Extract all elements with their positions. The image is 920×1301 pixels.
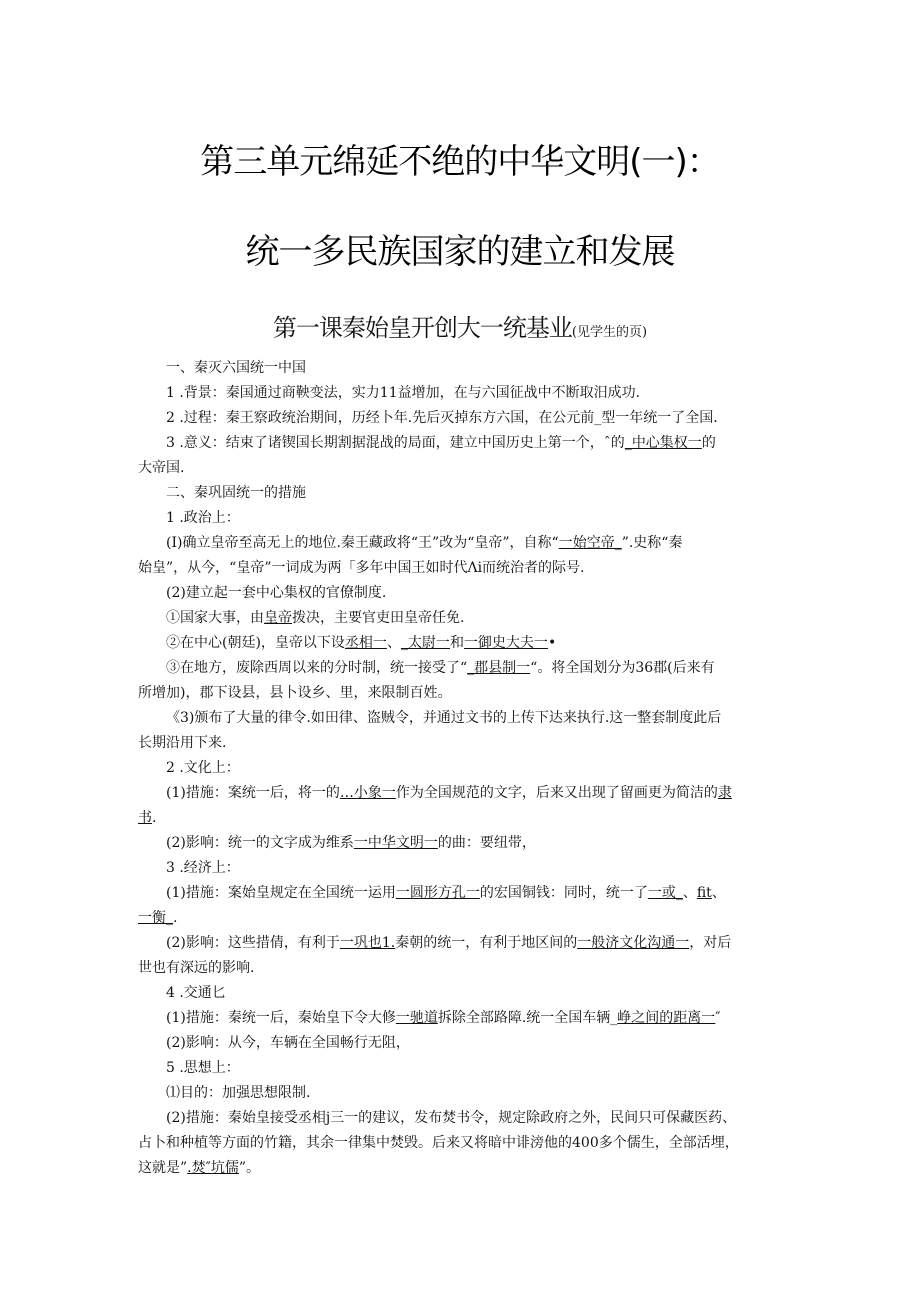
text-segment: ″	[715, 1010, 721, 1026]
text-segment: 一、秦灭六国统一中国	[166, 360, 306, 376]
unit-title: 第三单元绵延不绝的中华文明(一)：	[200, 142, 720, 182]
text-line	[138, 631, 792, 656]
text-segment: 3 .经济上：	[166, 860, 240, 876]
text-line	[138, 856, 792, 881]
text-segment: .	[173, 910, 178, 926]
text-segment: 的	[701, 435, 716, 451]
text-line	[138, 1031, 792, 1056]
text-segment: 长期沿用下来.	[138, 735, 227, 751]
text-line	[138, 681, 792, 706]
answer-blank: fit	[696, 885, 712, 901]
text-segment: ”.史称“秦	[621, 535, 683, 551]
text-segment: 2 .文化上：	[166, 760, 240, 776]
text-segment: 和	[449, 635, 464, 651]
answer-blank: 书	[138, 810, 152, 826]
answer-blank: 峥之间的距离一	[617, 1010, 716, 1026]
answer-blank: 一衡_	[138, 910, 173, 926]
text-segment: 5 .思想上：	[166, 1060, 240, 1076]
text-segment: ”。	[238, 1160, 261, 1176]
answer-blank: 一巩也1.	[339, 935, 396, 951]
lesson-title-text: 第一课秦始皇开创大一统基业	[272, 314, 572, 342]
text-segment: 《3)颁布了大量的律令.如田律、盗贼令，并通过文书的上传下达来执行.这一整套制度此后	[166, 710, 722, 726]
text-line	[138, 431, 792, 456]
text-line	[138, 531, 792, 556]
unit-subtitle: 统一多民族国家的建立和发展	[245, 232, 675, 272]
text-segment: “。将全国划分为36郡(后来有	[530, 660, 715, 676]
text-segment: 、	[386, 635, 401, 651]
answer-blank: 丞相一	[344, 635, 387, 651]
text-segment: 所增加)，郡下设县，县卜设乡、里，来限制百姓。	[138, 685, 452, 701]
text-line	[138, 956, 792, 981]
text-segment: 占卜和种植等方面的竹籍，其余一律集中焚毁。后来又将暗中诽滂他的400多个儒生，全部活埋，	[138, 1135, 739, 1151]
text-segment: 、	[711, 885, 726, 901]
text-line	[138, 756, 792, 781]
text-segment: 世也有深远的影响.	[138, 960, 255, 976]
answer-blank: …小象一	[339, 785, 396, 801]
text-segment: ①国家大事，由	[166, 610, 264, 626]
text-segment: •	[547, 635, 557, 651]
answer-blank: .焚″坑儒	[187, 1160, 239, 1176]
text-line	[138, 931, 792, 956]
text-segment: 秦朝的统一，有利于地区间的	[395, 935, 578, 951]
text-line	[138, 731, 792, 756]
text-segment: 的宏国铜钱：同时，统一了	[479, 885, 648, 901]
answer-blank: _郡县制一	[467, 660, 531, 676]
text-segment: 2 .过程：秦王察政统治期间，历经卜年.先后灭掉东方六国，在公元前_型一年统一了全国.	[166, 410, 718, 426]
text-segment: 作为全国规范的文字，后来又出现了留画更为简洁的	[395, 785, 718, 801]
text-segment: 大帝国.	[138, 460, 185, 476]
text-segment: 的曲：要纽带，	[437, 835, 536, 851]
text-line	[138, 1131, 792, 1156]
answer-blank: 一中华文明一	[353, 835, 438, 851]
text-line	[138, 456, 792, 481]
text-line	[138, 881, 792, 906]
text-line	[138, 581, 792, 606]
text-segment: ②在中心(朝廷)，皇帝以下设	[166, 635, 345, 651]
text-segment: (1)措施：秦统一后，秦始皇下令大修	[166, 1010, 396, 1026]
text-segment: ⑴目的：加强思想限制.	[166, 1085, 311, 1101]
text-line	[138, 406, 792, 431]
text-segment: .	[152, 810, 157, 826]
text-segment: (2)影响：从今，车辆在全国畅行无阻，	[166, 1035, 410, 1051]
text-segment: 3 .意义：结束了诸锲国长期割据混战的局面，建立中国历史上第一个，ˆ的	[166, 435, 625, 451]
text-segment: 拆除全部路障.统一全国车辆_	[437, 1010, 618, 1026]
lesson-body	[138, 356, 792, 1181]
answer-blank: 一御史大夫一	[463, 635, 548, 651]
answer-blank: 皇帝	[264, 610, 292, 626]
text-segment: 这就是”	[138, 1160, 188, 1176]
text-line	[138, 806, 792, 831]
text-line	[138, 606, 792, 631]
text-line	[138, 506, 792, 531]
text-segment: (1)措施：案统一后，将一的	[166, 785, 340, 801]
answer-blank: 一或_	[647, 885, 683, 901]
answer-blank: 一圆形方孔一	[395, 885, 480, 901]
text-line	[138, 381, 792, 406]
text-segment: 1 .政治上：	[166, 510, 240, 526]
text-segment: (1)措施：案始皇规定在全国统一运用	[166, 885, 396, 901]
answer-blank: 隶	[717, 785, 732, 801]
answer-blank: _太尉一	[400, 635, 450, 651]
answer-blank: 一般济文化沟通一	[577, 935, 690, 951]
answer-blank: _中心集权一	[624, 435, 702, 451]
text-segment: 始皇”，从今，“皇帝”一词成为两「多年中国王如时代Λi而统治者的际号.	[138, 560, 585, 576]
text-segment: (2)影响：这些措倩，有利于	[166, 935, 340, 951]
text-line	[138, 1106, 792, 1131]
text-segment: (2)措施：秦始皇接受丞相j三一的建议，发布焚书令，规定除政府之外，民间只可保藏医药、	[166, 1110, 737, 1126]
text-line	[138, 1006, 792, 1031]
text-line	[138, 981, 792, 1006]
text-line	[138, 656, 792, 681]
text-segment: 4 .交通匕	[166, 985, 226, 1001]
answer-blank: 一始空帝_	[558, 535, 622, 551]
lesson-title	[0, 308, 920, 343]
text-segment: (2)建立起一套中心集权的官僚制度.	[166, 585, 387, 601]
text-line	[138, 1056, 792, 1081]
text-line	[138, 781, 792, 806]
text-segment: 拨决，主要官吏田皇帝任免.	[292, 610, 465, 626]
text-segment: 二、秦巩固统一的措施	[166, 485, 306, 501]
text-line	[138, 1081, 792, 1106]
text-line	[138, 831, 792, 856]
text-line	[138, 1156, 792, 1181]
text-segment: (2)影响：统一的文字成为维系	[166, 835, 354, 851]
text-segment: (I)确立皇帝至高无上的地位.秦王藏政将“王”改为“皇帝”，自称“	[166, 535, 559, 551]
text-line	[138, 481, 792, 506]
text-line	[138, 356, 792, 381]
text-segment: ③在地方，废除西周以来的分时制，统一接受了“	[166, 660, 468, 676]
text-segment: 、	[682, 885, 697, 901]
lesson-page-note: (见学生的页)	[571, 325, 648, 340]
answer-blank: 一驰道	[395, 1010, 438, 1026]
text-line	[138, 556, 792, 581]
text-segment: 1 .背景：秦国通过商鞅变法，实力11益增加，在与六国征战中不断取汨成功.	[166, 385, 641, 401]
text-segment: ，对后	[689, 935, 732, 951]
text-line	[138, 906, 792, 931]
text-line	[138, 706, 792, 731]
